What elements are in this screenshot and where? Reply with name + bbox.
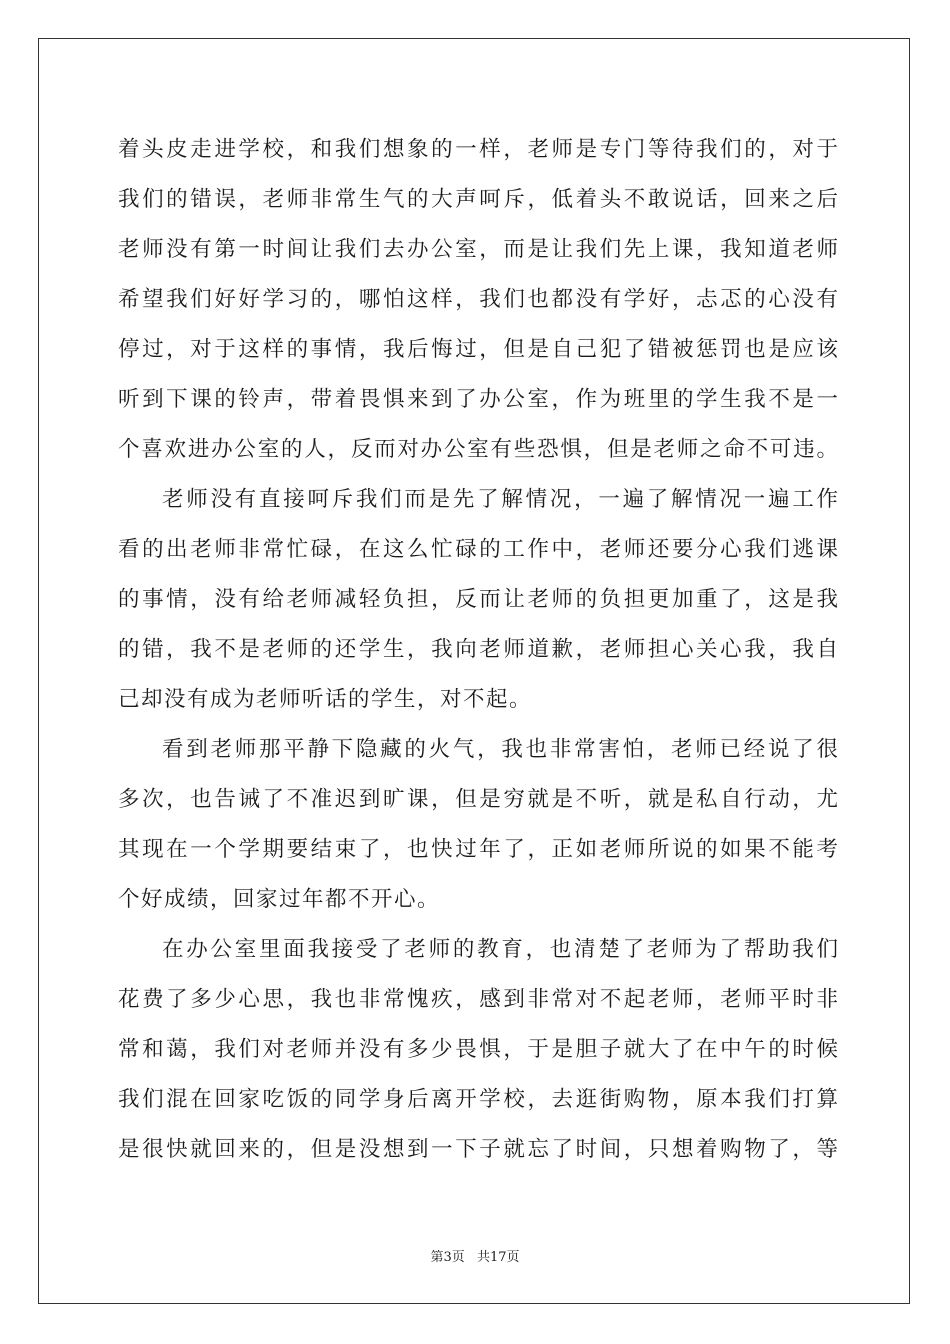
text-line: 看的出老师非常忙碌，在这么忙碌的工作中，老师还要分心我们逃课 <box>118 537 838 562</box>
text-line: 老师没有第一时间让我们去办公室，而是让我们先上课，我知道老师 <box>118 237 838 262</box>
page-footer <box>0 1246 950 1265</box>
text-line: 花费了多少心思，我也非常愧疚，感到非常对不起老师，老师平时非 <box>118 987 838 1012</box>
page-number: 第3页 <box>430 1250 465 1265</box>
text-line: 个喜欢进办公室的人，反而对办公室有些恐惧，但是老师之命不可违。 <box>118 437 838 462</box>
text-line: 我们混在回家吃饭的同学身后离开学校，去逛街购物，原本我们打算 <box>118 1087 838 1112</box>
text-line: 听到下课的铃声，带着畏惧来到了办公室，作为班里的学生我不是一 <box>118 387 838 412</box>
text-line: 的错，我不是老师的还学生，我向老师道歉，老师担心关心我，我自 <box>118 637 838 662</box>
text-line: 己却没有成为老师听话的学生，对不起。 <box>118 687 533 712</box>
text-line: 看到老师那平静下隐藏的火气，我也非常害怕，老师已经说了很 <box>162 737 838 762</box>
text-line: 着头皮走进学校，和我们想象的一样，老师是专门等待我们的，对于 <box>118 137 838 162</box>
text-line: 常和蔼，我们对老师并没有多少畏惧，于是胆子就大了在中午的时候 <box>118 1037 838 1062</box>
text-line: 在办公室里面我接受了老师的教育，也清楚了老师为了帮助我们 <box>162 937 838 962</box>
text-line: 老师没有直接呵斥我们而是先了解情况，一遍了解情况一遍工作 <box>162 487 838 512</box>
text-line: 是很快就回来的，但是没想到一下子就忘了时间，只想着购物了，等 <box>118 1137 838 1162</box>
text-line: 的事情，没有给老师减轻负担，反而让老师的负担更加重了，这是我 <box>118 587 838 612</box>
text-line: 多次，也告诫了不准迟到旷课，但是穷就是不听，就是私自行动，尤 <box>118 787 838 812</box>
text-line: 停过，对于这样的事情，我后悔过，但是自己犯了错被惩罚也是应该 <box>118 337 838 362</box>
text-line: 我们的错误，老师非常生气的大声呵斥，低着头不敢说话，回来之后 <box>118 187 838 212</box>
text-line: 个好成绩，回家过年都不开心。 <box>118 887 441 912</box>
text-line: 其现在一个学期要结束了，也快过年了，正如老师所说的如果不能考 <box>118 837 838 862</box>
document-body <box>118 125 838 1175</box>
text-line: 希望我们好好学习的，哪怕这样，我们也都没有学好，忐忑的心没有 <box>118 287 838 312</box>
page-total: 共17页 <box>476 1250 520 1265</box>
